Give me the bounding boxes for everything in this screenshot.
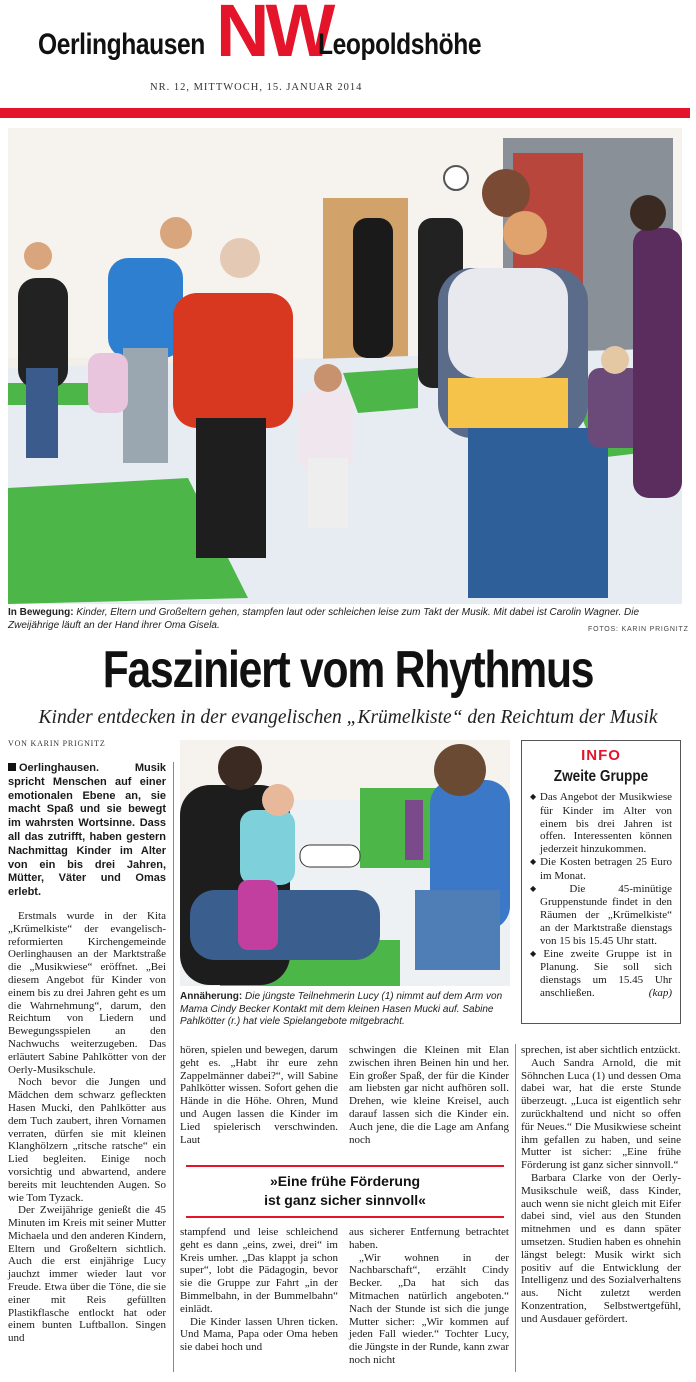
masthead-town-left: Oerlinghausen (38, 28, 205, 61)
lead-text: Musik spricht Menschen auf einer emotionalen Ebene an, sie macht Spaß und sie bewegt im wahrsten Wortsinne. Dass all das zutrifft, haben gestern Nachmittag Kinder im Alter von ein bis drei Jahren, Mütter, Väter und Omas erlebt. (8, 762, 166, 899)
col2-paragraph-3: Die Kinder lassen Uhren ticken. Und Mama, Papa oder Oma heben sie dabei hoch und (180, 1315, 338, 1354)
top-photo-caption (8, 607, 682, 632)
col1-paragraph-3: Der Zweijährige genießt die 45 Minuten im Kreis mit seiner Mutter Michaela und den anderen Kindern, Eltern und Großeltern sichtlich. Auch die erst einjährige Lucy jauchzt immer wieder laut vor Freude. Etwa über die Töne, die sie einer mit Reis gefüllten Plastikflasche entlockt hat oder einem bunten Luftballon. Singen und (8, 1204, 166, 1345)
article-byline: VON KARIN PRIGNITZ (8, 739, 106, 748)
pullquote-line-2: ist ganz sicher sinnvoll« (264, 1192, 426, 1208)
col1-paragraph-1: Erstmals wurde in der Kita „Krümelkiste“ der evangelisch-reformierten Kirchengemeinde Oerlinghausen an der Marktstraße die „Musikwiese“ eröffnet. „Bei diesem Angebot für Kinder von einem bis zu drei Jahren geht es um die Wahrnehmung“, darum, den Reichtum von Liedern und Bewegungsspielen an den Nachwuchs weiterzugeben. Das erläutert Sabine Pahlkötter von der Oerly-Musikschule. (8, 909, 166, 1076)
col3-paragraph-2: aus sicherer Entfernung betrachtet haben. (349, 1226, 509, 1251)
col4-paragraph-2: Auch Sandra Arnold, die mit Söhnchen Luca (1) und dessen Oma dabei war, hat die erste Stunde überzeugt. „Luca ist eigentlich sehr zurückhaltend und nicht so offen für Neues.“ Die Musikwiese scheint ihm gefallen zu haben, und seine Mutter ist sicher: „Eine frühe Förderung ist ganz sicher sinnvoll.“ (521, 1056, 681, 1172)
top-caption-label: In Bewegung: (8, 607, 74, 618)
column-divider (173, 762, 174, 1372)
masthead-town-right: Leopoldshöhe (318, 28, 482, 61)
info-label: INFO (581, 747, 621, 764)
col4-paragraph-3: Barbara Clarke von der Oerly-Musikschule weiß, dass Kinder, auch wenn sie nicht gleich mit Eifer dabei sind, viel aus den Stunden mitnehmen und es dann später umsetzen. Studien haben es ohnehin längst belegt: Musik wirkt sich positiv auf die Entwicklung der Intelligenz und des Sozialverhaltens aus. Nicht zuletzt werden Konzentration, Selbstwertgefühl, und Ausdauer gefördert. (521, 1171, 681, 1325)
pullquote-rule-bottom (186, 1216, 504, 1218)
pullquote-line-1: »Eine frühe Förderung (269, 1173, 421, 1189)
pullquote-rule-top (186, 1165, 504, 1167)
article-subheadline: Kinder entdecken in der evangelischen „Krümelkiste“ den Reichtum der Musik (38, 707, 658, 728)
masthead-red-rule (0, 108, 690, 118)
info-item: ◆ Die Kosten betragen 25 Euro im Monat. (530, 856, 672, 883)
lead-place: Oerlinghausen. (19, 762, 100, 774)
info-list (522, 791, 680, 1000)
col2-paragraph-2: stampfend und leise schleichend geht es dann „eins, zwei, drei“ im Kreis umher. „Das klappt ja schon super“, lobt die Pädagogin, bevor sie die Gruppe zur Fahrt „in der Bimmelbahn, in der Bummelbahn“ einlädt. (180, 1226, 338, 1315)
article-column-2-top (180, 1044, 338, 1146)
middle-caption-text: Die jüngste Teilnehmerin Lucy (1) nimmt auf dem Arm von Mama Cindy Becker Kontakt mit dem kleinen Hasen Mucki auf. Sabine Pahlkötter (r.) hat viele Spielangebote mitgebracht. (180, 991, 503, 1027)
photo-credit: FOTOS: KARIN PRIGNITZ (588, 626, 689, 633)
col1-paragraph-2: Noch bevor die Jungen und Mädchen dem schwarz gefleckten Hasen Mucki, den Pahlkötter aus dem Tuch zaubert, ihren Vornamen verraten, dürfen sie mit kleinen Klanghölzern „ritsche ratsche“ ein Lied begleiten. Einige noch vorsichtig und abwartend, andere bereits mit leuchtenden Augen. So wie Tom Tyzack. (8, 1076, 166, 1204)
middle-photo-caption (180, 991, 510, 1029)
column-divider (515, 1044, 516, 1372)
col2-paragraph-1: hören, spielen und bewegen, darum geht es. „Habt ihr eure zehn Zappelmänner dabei?“, will Sabine Pahlkötter wissen. Sofort gehen die Hände in die Höhe. Ohren, Mund und Augen lassen die Kinder im Lied spielerisch verschwinden. Laut (180, 1044, 338, 1146)
col3-paragraph-1: schwingen die Kleinen mit Elan zwischen ihren Beinen hin und her. Ein großer Spaß, der für die Kinder am liebsten gar nicht aufhören soll. Drehen, wie kleine Kreisel, auch darauf lassen sich die Kinder ein. Auch jene, die die Lage am Anfang noch (349, 1044, 509, 1146)
top-photo-illustration (8, 128, 682, 604)
info-signature: (kap) (648, 986, 672, 999)
info-box (521, 740, 681, 1024)
middle-photo (180, 740, 510, 986)
info-item: ◆ Eine zweite Gruppe ist in Planung. Sie soll sich dienstags um 15.45 Uhr anschließen. (530, 948, 672, 1000)
top-caption-text: Kinder, Eltern und Großeltern gehen, stampfen laut oder schleichen leise zum Takt der Musik. Mit dabei ist Carolin Wagner. Die Zweijährige läuft an der Hand ihrer Oma Gisela. (8, 607, 640, 631)
article-headline: Fasziniert vom Rhythmus (102, 641, 594, 699)
article-column-3-top (349, 1044, 509, 1146)
col4-paragraph-1: sprechen, ist aber sichtlich entzückt. (521, 1044, 681, 1056)
article-column-1 (8, 762, 166, 1345)
info-item: ◆ Das Angebot der Musikwiese für Kinder im Alter von einem bis drei Jahren ist offen. Interessenten können jederzeit hinzukommen. (530, 791, 672, 856)
issue-dateline: NR. 12, MITTWOCH, 15. JANUAR 2014 (150, 82, 363, 93)
top-photo (8, 128, 682, 604)
lead-square-icon (8, 763, 16, 771)
middle-caption-label: Annäherung: (180, 991, 243, 1002)
article-column-2-bottom (180, 1226, 338, 1354)
info-item: ◆ Die 45-minütige Gruppenstunde findet in den Räumen der „Krümelkiste“ an der Marktstraße dienstags von 15 bis 15.45 Uhr statt. (530, 883, 672, 948)
info-title: Zweite Gruppe (553, 768, 649, 785)
article-lead (8, 762, 166, 900)
article-column-4 (521, 1044, 681, 1326)
middle-photo-illustration (180, 740, 510, 986)
pullquote (180, 1172, 510, 1210)
newspaper-logo: NW (216, 0, 332, 72)
col3-paragraph-3: „Wir wohnen in der Nachbarschaft“, erzählt Cindy Becker. „Da hat sich das Mitmachen natürlich angeboten.“ Nach der Stunde ist sich die junge Mutter sicher: „Wir kommen auf jeden Fall wieder.“ Tochter Lucy, die Jüngste in der Runde, kann zwar noch nicht (349, 1251, 509, 1366)
article-column-3-bottom (349, 1226, 509, 1367)
